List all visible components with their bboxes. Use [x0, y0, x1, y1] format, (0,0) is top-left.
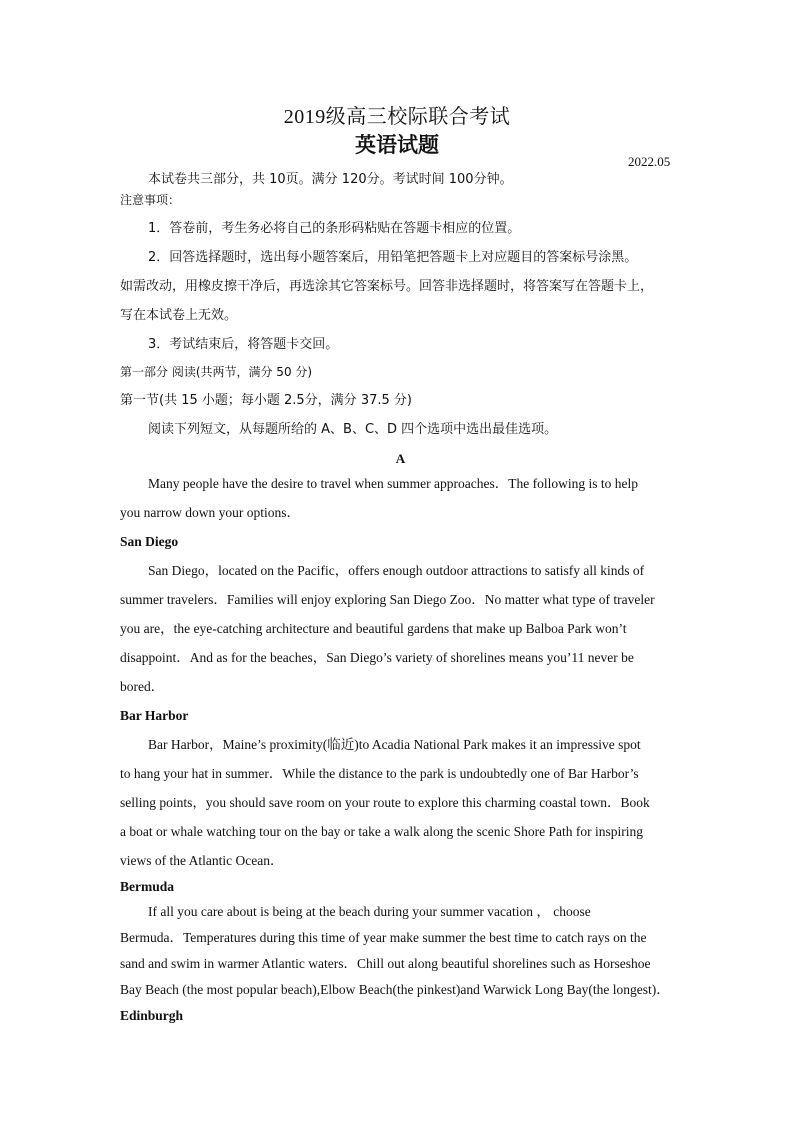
section1-heading: 第一节(共 15 小题；每小题 2.5分，满分 37.5 分) [120, 393, 412, 408]
bermuda-line-3: sand and swim in warmer Atlantic waters．Chill out along beautiful shorelines such as Horseshoe [120, 956, 651, 971]
notice-label: 注意事项： [120, 193, 181, 207]
bar-harbor-line-3: selling points，you should save room on your route to explore this charming coastal town．Book [120, 795, 650, 810]
bar-harbor-line-4: a boat or whale watching tour on the bay or take a walk along the scenic Shore Path for inspiring [120, 824, 643, 839]
bermuda-heading: Bermuda [120, 879, 174, 894]
san-diego-heading: San Diego [120, 534, 179, 549]
instructions-block [120, 167, 675, 473]
bar-harbor-heading: Bar Harbor [120, 708, 189, 723]
passage-intro-line-2: you narrow down your options． [120, 505, 300, 520]
passage-a [120, 469, 675, 1029]
bar-harbor-line-5: views of the Atlantic Ocean． [120, 853, 284, 868]
san-diego-line-3: you are，the eye-catching architecture and beautiful gardens that make up Balboa Park won’t [120, 621, 627, 636]
instruction-item-1: 1．答卷前，考生务必将自己的条形码粘贴在答题卡相应的位置。 [148, 221, 521, 236]
san-diego-line-5: bored． [120, 679, 165, 694]
intro-line: 本试卷共三部分，共 10页。满分 120分。考试时间 100分钟。 [148, 172, 513, 187]
direction-line: 阅读下列短文，从每题所给的 A、B、C、D 四个选项中选出最佳选项。 [148, 422, 558, 437]
instruction-item-2b: 如需改动，用橡皮擦干净后，再选涂其它答案标号。回答非选择题时，将答案写在答题卡上， [120, 279, 654, 294]
bermuda-line-1: If all you care about is being at the beach during your summer vacation ， choose [148, 904, 591, 919]
bar-harbor-line-2: to hang your hat in summer．While the distance to the park is undoubtedly one of Bar Harbor’s [120, 766, 639, 781]
san-diego-line-4: disappoint．And as for the beaches，San Diego’s variety of shorelines means you’11 never be [120, 650, 634, 665]
san-diego-line-2: summer travelers．Families will enjoy exploring San Diego Zoo．No matter what type of traveler [120, 592, 655, 607]
bar-harbor-line-1: Bar Harbor，Maine’s proximity(临近)to Acadia National Park makes it an impressive spot [148, 737, 641, 752]
instruction-item-3: 3．考试结束后，将答题卡交回。 [148, 337, 339, 352]
passage-intro-line-1: Many people have the desire to travel when summer approaches．The following is to help [148, 476, 638, 491]
bermuda-line-4: Bay Beach (the most popular beach),Elbow Beach(the pinkest)and Warwick Long Bay(the longest)． [120, 982, 670, 997]
san-diego-line-1: San Diego，located on the Pacific，offers enough outdoor attractions to satisfy all kinds of [148, 563, 645, 578]
exam-date: 2022.05 [628, 154, 671, 169]
part1-heading: 第一部分 阅读(共两节，满分 50 分) [120, 365, 313, 379]
exam-title: 2019级高三校际联合考试 [283, 106, 511, 128]
instruction-item-2a: 2．回答选择题时，选出每小题答案后，用铅笔把答题卡上对应题目的答案标号涂黑。 [148, 250, 638, 265]
instruction-item-2c: 写在本试卷上无效。 [120, 308, 238, 323]
edinburgh-heading: Edinburgh [120, 1008, 184, 1023]
passage-label: A [395, 451, 406, 466]
bermuda-line-2: Bermuda．Temperatures during this time of year make summer the best time to catch rays on the [120, 930, 647, 945]
exam-subject-title: 英语试题 [355, 133, 439, 157]
